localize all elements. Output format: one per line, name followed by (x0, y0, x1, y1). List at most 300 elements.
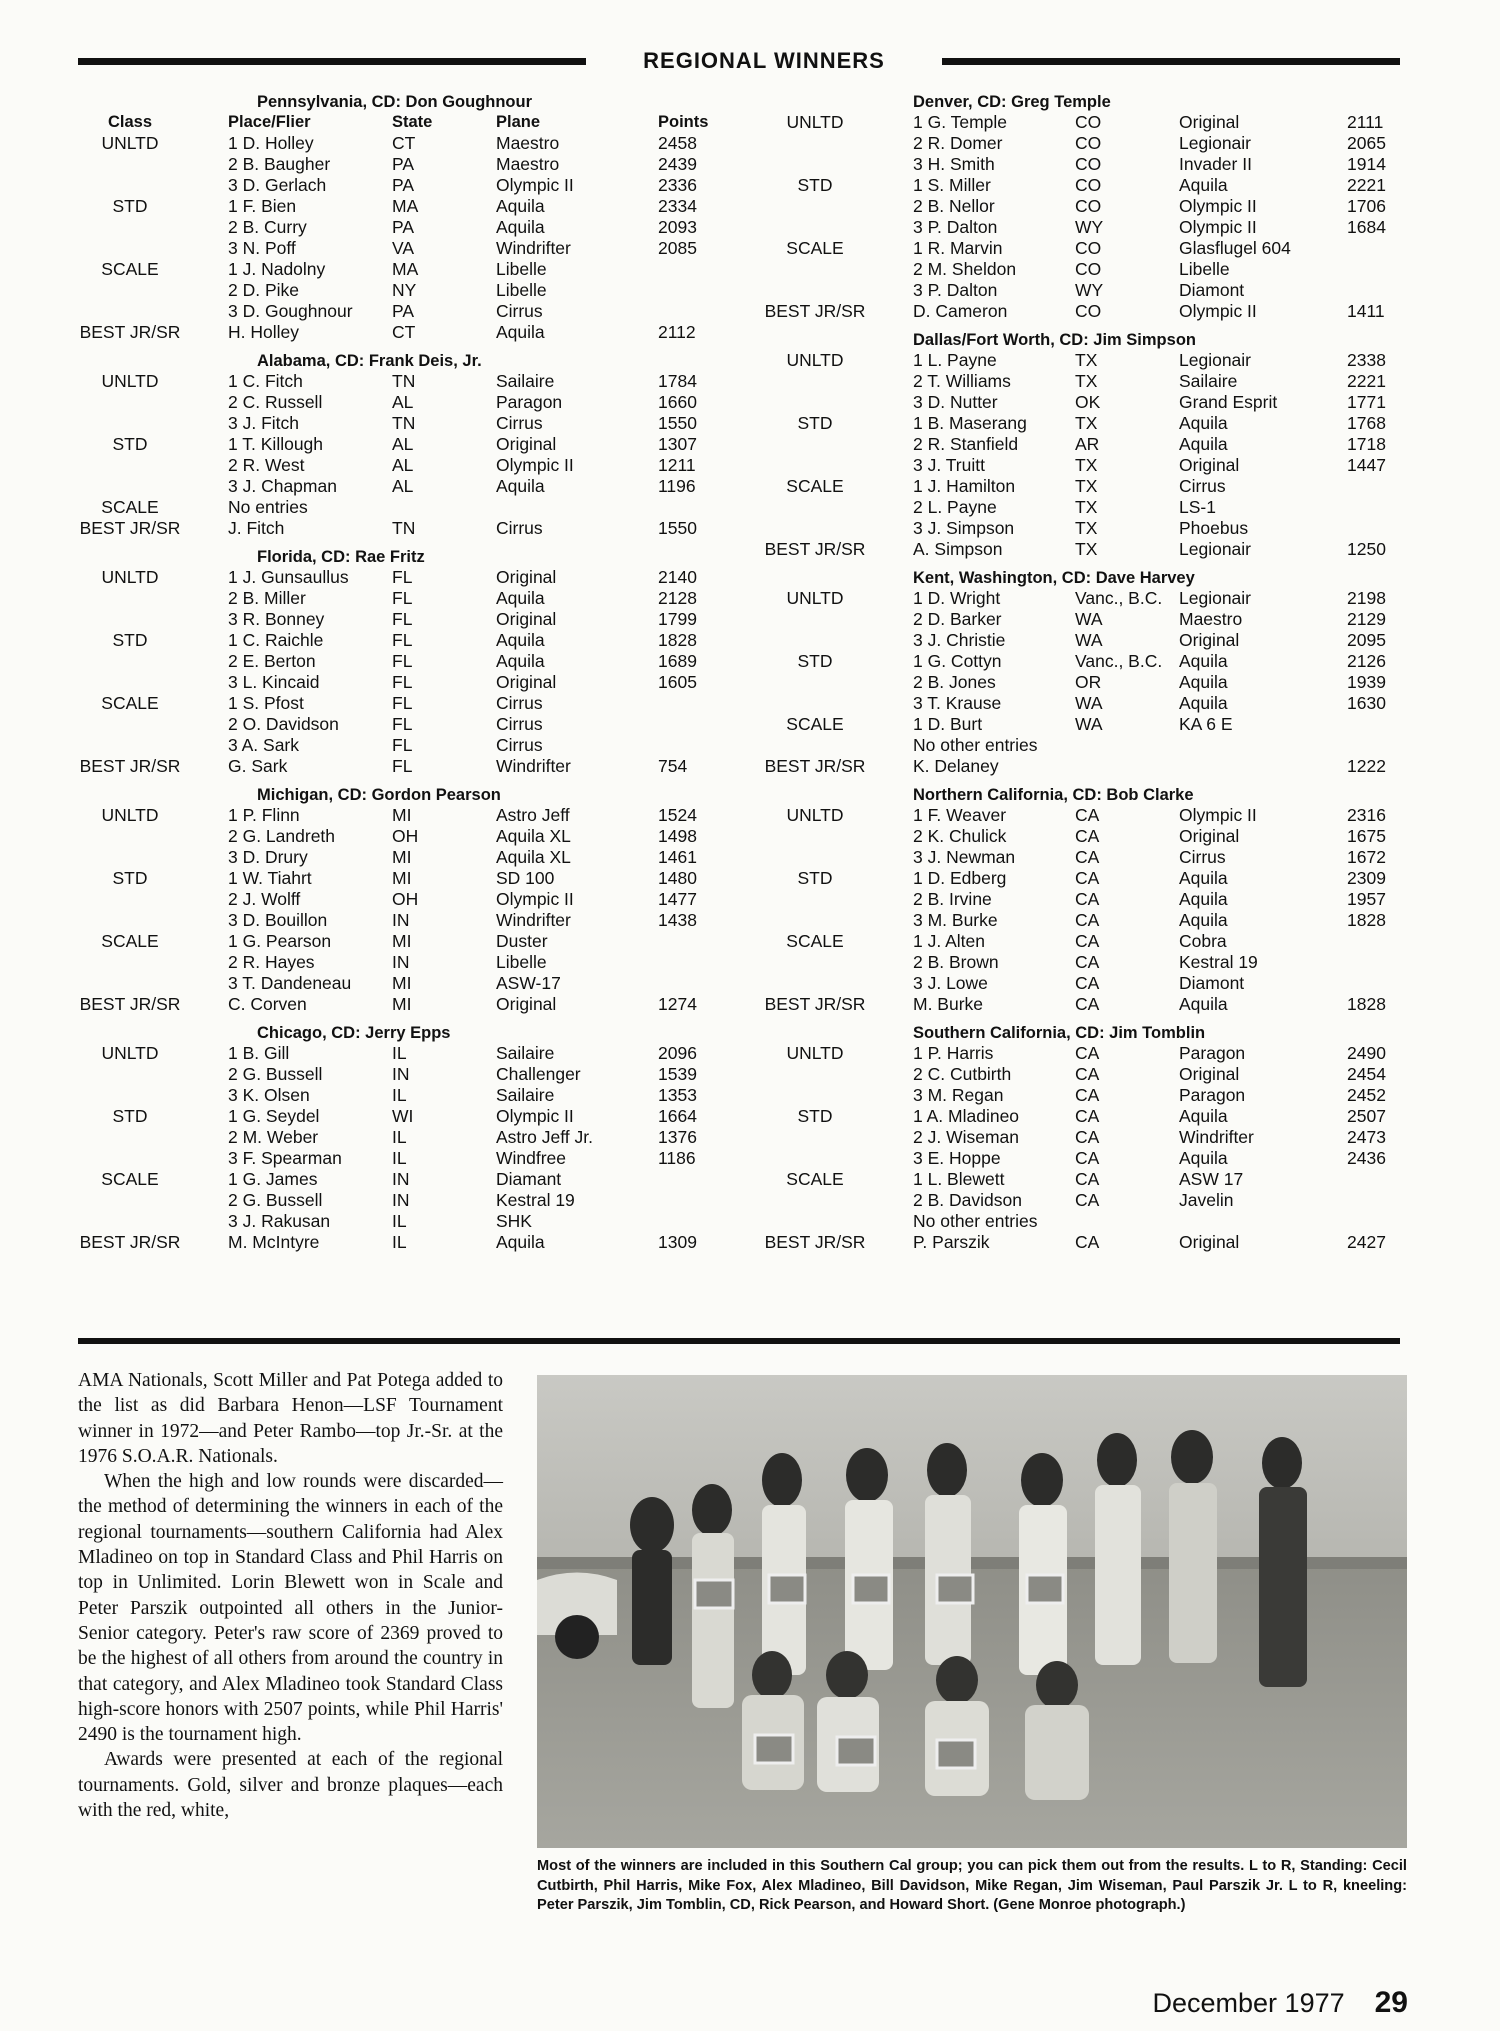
region-block (735, 785, 1400, 1015)
result-place: 2 C. Russell (228, 392, 323, 412)
result-place: 1 F. Weaver (913, 805, 1007, 825)
result-state: NY (392, 280, 417, 300)
result-row (60, 413, 720, 434)
result-class: STD (797, 175, 833, 195)
result-points: 1524 (658, 805, 697, 825)
result-points: 1480 (658, 868, 697, 888)
result-points: 1718 (1347, 434, 1386, 454)
result-row (735, 1064, 1400, 1085)
result-state: OR (1075, 672, 1102, 692)
result-row (735, 651, 1400, 672)
result-state: MI (392, 805, 412, 825)
result-points: 2126 (1347, 651, 1386, 671)
result-place: 1 S. Pfost (228, 693, 304, 713)
result-state: CA (1075, 1106, 1100, 1126)
result-place: 1 D. Wright (913, 588, 1001, 608)
result-points: 1309 (658, 1232, 697, 1252)
result-plane: Windrifter (496, 238, 571, 258)
header-rule-right (942, 58, 1400, 65)
result-class: SCALE (101, 693, 159, 713)
result-row (735, 350, 1400, 371)
result-row (735, 826, 1400, 847)
result-state: CA (1075, 1043, 1100, 1063)
result-plane: Aquila (1179, 651, 1228, 671)
result-row (60, 847, 720, 868)
result-state: CA (1075, 1064, 1100, 1084)
result-place: 2 C. Cutbirth (913, 1064, 1012, 1084)
result-plane: Cirrus (496, 413, 543, 433)
result-points: 1274 (658, 994, 697, 1014)
result-state: FL (392, 714, 413, 734)
result-points: 2128 (658, 588, 697, 608)
result-plane: Windrifter (496, 910, 571, 930)
result-plane: Aquila (496, 217, 545, 237)
result-place: 3 P. Dalton (913, 280, 998, 300)
result-class: BEST JR/SR (764, 539, 866, 559)
result-state: TX (1075, 539, 1098, 559)
result-state: FL (392, 609, 413, 629)
result-plane: Original (496, 672, 557, 692)
result-row (60, 371, 720, 392)
result-row (735, 1148, 1400, 1169)
result-points: 1447 (1347, 455, 1386, 475)
result-row (735, 1127, 1400, 1148)
result-plane: Original (1179, 1064, 1240, 1084)
result-plane: Aquila (496, 1232, 545, 1252)
result-place: 3 J. Simpson (913, 518, 1015, 538)
result-class: SCALE (101, 931, 159, 951)
result-plane: Sailaire (1179, 371, 1238, 391)
result-place: M. Burke (913, 994, 984, 1014)
result-place: 2 G. Bussell (228, 1064, 323, 1084)
result-place: 1 B. Maserang (913, 413, 1027, 433)
result-points: 2096 (658, 1043, 697, 1063)
result-place: No other entries (913, 1211, 1038, 1231)
result-plane: Cirrus (1179, 476, 1226, 496)
result-row (735, 973, 1400, 994)
result-plane: Grand Esprit (1179, 392, 1278, 412)
result-place: 2 J. Wiseman (913, 1127, 1019, 1147)
result-plane: Aquila (1179, 1148, 1228, 1168)
result-plane: Legionair (1179, 539, 1251, 559)
result-points: 1461 (658, 847, 697, 867)
result-points: 1196 (658, 476, 696, 496)
result-row (60, 392, 720, 413)
result-state: IN (392, 1064, 410, 1084)
result-points: 1706 (1347, 196, 1386, 216)
result-row (735, 630, 1400, 651)
result-state: CO (1075, 259, 1102, 279)
result-state: FL (392, 567, 413, 587)
result-row (60, 518, 720, 539)
result-place: 2 M. Weber (228, 1127, 319, 1147)
result-row (60, 301, 720, 322)
result-points: 1477 (658, 889, 697, 909)
result-points: 1689 (658, 651, 697, 671)
result-state: TX (1075, 518, 1098, 538)
result-points: 1211 (658, 455, 696, 475)
result-state: IN (392, 1190, 410, 1210)
result-plane: Sailaire (496, 1043, 555, 1063)
column-header-points: Points (658, 113, 709, 131)
result-place: 2 B. Baugher (228, 154, 331, 174)
result-plane: Legionair (1179, 588, 1251, 608)
result-class: BEST JR/SR (79, 994, 181, 1014)
result-class: BEST JR/SR (764, 1232, 866, 1252)
result-place: 3 D. Goughnour (228, 301, 353, 321)
result-row (735, 588, 1400, 609)
result-place: 2 L. Payne (913, 497, 997, 517)
article-paragraph: Awards were presented at each of the regional tournaments. Gold, silver and bronze plaques—each with the red, white, (78, 1749, 503, 1822)
result-plane: Windrifter (496, 756, 571, 776)
result-plane: SD 100 (496, 868, 555, 888)
result-points: 1498 (658, 826, 697, 846)
result-plane: Original (1179, 826, 1240, 846)
result-row (735, 1043, 1400, 1064)
result-state: CA (1075, 931, 1100, 951)
result-points: 1550 (658, 413, 697, 433)
result-class: BEST JR/SR (79, 756, 181, 776)
result-place: 1 D. Edberg (913, 868, 1007, 888)
result-points: 1630 (1347, 693, 1386, 713)
result-place: 3 M. Burke (913, 910, 998, 930)
result-plane: Invader II (1179, 154, 1252, 174)
result-state: CO (1075, 154, 1102, 174)
result-plane: Aquila (496, 630, 545, 650)
result-points: 1672 (1347, 847, 1386, 867)
result-state: IL (392, 1211, 407, 1231)
result-state: MI (392, 931, 412, 951)
result-row (735, 756, 1400, 777)
region-block (60, 351, 720, 539)
result-row (735, 994, 1400, 1015)
result-points: 2309 (1347, 868, 1386, 888)
result-state: FL (392, 756, 413, 776)
result-plane: Olympic II (1179, 805, 1257, 825)
result-plane: Windrifter (1179, 1127, 1254, 1147)
result-plane: Aquila (496, 476, 545, 496)
result-place: 1 B. Gill (228, 1043, 290, 1063)
result-row (60, 994, 720, 1015)
result-state: CT (392, 322, 416, 342)
result-place: No other entries (913, 735, 1038, 755)
region-heading: Pennsylvania, CD: Don Goughnour (257, 93, 533, 111)
result-row (735, 847, 1400, 868)
result-points: 2454 (1347, 1064, 1386, 1084)
page-number: 29 (1374, 1986, 1408, 2019)
result-place: 3 J. Fitch (228, 413, 299, 433)
result-points: 1828 (1347, 910, 1386, 930)
result-state: MI (392, 973, 412, 993)
result-place: 2 B. Miller (228, 588, 306, 608)
result-plane: Original (1179, 455, 1240, 475)
result-row (735, 693, 1400, 714)
result-state: IN (392, 1169, 410, 1189)
region-heading: Southern California, CD: Jim Tomblin (913, 1024, 1206, 1042)
result-plane: Aquila (1179, 868, 1228, 888)
result-plane: Paragon (1179, 1085, 1246, 1105)
result-state: MA (392, 259, 419, 279)
result-row (735, 1190, 1400, 1211)
result-row (60, 714, 720, 735)
result-place: G. Sark (228, 756, 288, 776)
result-points: 2093 (658, 217, 697, 237)
result-row (60, 609, 720, 630)
result-place: 1 P. Harris (913, 1043, 994, 1063)
result-place: 1 J. Gunsaullus (228, 567, 349, 587)
result-points: 1307 (658, 434, 697, 454)
result-state: AL (392, 455, 414, 475)
result-points: 1784 (658, 371, 697, 391)
result-row (735, 1085, 1400, 1106)
result-row (735, 1106, 1400, 1127)
result-state: CA (1075, 1190, 1100, 1210)
result-place: 1 J. Alten (913, 931, 985, 951)
result-plane: Aquila (496, 588, 545, 608)
result-state: CA (1075, 1232, 1100, 1252)
result-row (60, 1106, 720, 1127)
result-place: 3 P. Dalton (913, 217, 998, 237)
result-class: UNLTD (786, 588, 844, 608)
result-row (735, 1211, 1400, 1232)
result-place: 1 D. Burt (913, 714, 983, 734)
result-row (60, 154, 720, 175)
result-row (735, 672, 1400, 693)
result-place: 3 J. Newman (913, 847, 1016, 867)
result-class: UNLTD (786, 805, 844, 825)
result-plane: Glasflugel 604 (1179, 238, 1291, 258)
result-class: BEST JR/SR (79, 518, 181, 538)
result-row (735, 112, 1400, 133)
result-state: PA (392, 301, 415, 321)
result-plane: Libelle (496, 952, 547, 972)
result-points: 2316 (1347, 805, 1386, 825)
result-row (60, 434, 720, 455)
result-place: 1 W. Tiahrt (228, 868, 312, 888)
result-place: 3 J. Rakusan (228, 1211, 331, 1231)
result-place: H. Holley (228, 322, 299, 342)
result-state: AL (392, 434, 414, 454)
result-row (60, 931, 720, 952)
group-photo-illustration (537, 1375, 1407, 1848)
result-row (60, 175, 720, 196)
region-heading: Dallas/Fort Worth, CD: Jim Simpson (913, 331, 1196, 349)
result-row (735, 476, 1400, 497)
result-place: 1 G. Temple (913, 112, 1008, 132)
result-place: A. Simpson (913, 539, 1003, 559)
result-plane: LS-1 (1179, 497, 1216, 517)
result-place: 1 S. Miller (913, 175, 991, 195)
result-place: 3 T. Krause (913, 693, 1002, 713)
result-place: 3 H. Smith (913, 154, 995, 174)
result-place: 1 R. Marvin (913, 238, 1003, 258)
result-points: 1914 (1347, 154, 1386, 174)
issue-date: December 1977 (1152, 1988, 1345, 2018)
result-place: 1 G. James (228, 1169, 318, 1189)
result-class: STD (112, 1106, 148, 1126)
result-points: 1438 (658, 910, 697, 930)
region-block (60, 785, 720, 1015)
result-place: 3 J. Lowe (913, 973, 988, 993)
region-heading: Kent, Washington, CD: Dave Harvey (913, 569, 1195, 587)
result-place: 2 R. Domer (913, 133, 1003, 153)
result-class: STD (797, 868, 833, 888)
result-state: TX (1075, 350, 1098, 370)
result-state: FL (392, 651, 413, 671)
result-place: 2 T. Williams (913, 371, 1011, 391)
result-row (60, 756, 720, 777)
result-class: UNLTD (101, 371, 159, 391)
result-points: 1828 (1347, 994, 1386, 1014)
result-place: J. Fitch (228, 518, 285, 538)
result-plane: Olympic II (1179, 196, 1257, 216)
result-row (735, 301, 1400, 322)
result-plane: Aquila (1179, 889, 1228, 909)
result-row (60, 280, 720, 301)
result-place: 3 J. Chapman (228, 476, 337, 496)
result-plane: Original (1179, 112, 1240, 132)
result-points: 1222 (1347, 756, 1386, 776)
result-state: OH (392, 826, 419, 846)
result-place: 3 M. Regan (913, 1085, 1004, 1105)
result-row (735, 196, 1400, 217)
article-paragraph: AMA Nationals, Scott Miller and Pat Potega added to the list as did Barbara Henon—LSF Tournament winner in 1972—and Peter Rambo—top Jr.-Sr. at the 1976 S.O.A.R. Nationals. (78, 1370, 503, 1467)
result-state: IL (392, 1085, 407, 1105)
result-state: IL (392, 1232, 407, 1252)
result-state: MI (392, 994, 412, 1014)
result-class: UNLTD (786, 112, 844, 132)
results-bottom-rule (78, 1338, 1400, 1344)
result-class: SCALE (786, 238, 844, 258)
result-row (735, 133, 1400, 154)
result-row (60, 672, 720, 693)
result-state: IN (392, 952, 410, 972)
result-place: 1 G. Pearson (228, 931, 332, 951)
result-place: 1 C. Fitch (228, 371, 303, 391)
results-column-right (735, 92, 1400, 1261)
result-class: STD (112, 630, 148, 650)
result-plane: Original (496, 567, 557, 587)
result-row (60, 973, 720, 994)
result-points: 2140 (658, 567, 697, 587)
result-state: CA (1075, 868, 1100, 888)
result-state: WY (1075, 280, 1104, 300)
result-points: 754 (658, 756, 688, 776)
result-place: P. Parszik (913, 1232, 990, 1252)
result-state: MI (392, 847, 412, 867)
result-state: FL (392, 693, 413, 713)
result-state: CA (1075, 1148, 1100, 1168)
result-row (735, 1232, 1400, 1253)
result-points: 2095 (1347, 630, 1386, 650)
result-place: 1 T. Killough (228, 434, 324, 454)
header-rule-left (78, 58, 586, 65)
results-column-left (60, 92, 720, 1261)
result-place: 3 D. Nutter (913, 392, 998, 412)
result-state: CA (1075, 847, 1100, 867)
result-plane: Cirrus (1179, 847, 1226, 867)
result-row (735, 805, 1400, 826)
result-points: 1550 (658, 518, 697, 538)
result-points: 2336 (658, 175, 697, 195)
result-class: UNLTD (786, 1043, 844, 1063)
result-plane: Original (496, 609, 557, 629)
result-plane: Cirrus (496, 693, 543, 713)
result-row (60, 476, 720, 497)
result-state: OK (1075, 392, 1101, 412)
result-plane: Maestro (496, 133, 560, 153)
result-state: Vanc., B.C. (1075, 651, 1163, 671)
result-place: 2 B. Brown (913, 952, 999, 972)
result-place: 3 T. Dandeneau (228, 973, 352, 993)
result-plane: Aquila (1179, 693, 1228, 713)
article-paragraph: When the high and low rounds were discarded—the method of determining the winners in each of the regional tournaments—southern California had Alex Mladineo on top in Standard Class and Phil Harris on top in Unlimited. Lorin Blewett won in Scale and Peter Parszik outpointed all others in the Junior-Senior category. Peter's raw score of 2369 proved to be the highest of all others from around the country in that category, and Alex Mladineo took Standard Class high-score honors with 2507 points, while Phil Harris' 2490 is the tournament high. (78, 1471, 503, 1746)
result-row (735, 434, 1400, 455)
result-row (735, 175, 1400, 196)
result-state: CA (1075, 994, 1100, 1014)
result-points: 1250 (1347, 539, 1386, 559)
page-footer (1153, 1986, 1409, 2020)
result-row (735, 455, 1400, 476)
result-plane: Aquila (1179, 910, 1228, 930)
result-points: 2111 (1347, 112, 1384, 132)
result-class: STD (797, 1106, 833, 1126)
result-class: STD (112, 196, 148, 216)
result-place: 1 D. Holley (228, 133, 314, 153)
result-row (735, 931, 1400, 952)
result-plane: Aquila (1179, 413, 1228, 433)
result-place: 1 F. Bien (228, 196, 297, 216)
result-place: 3 N. Poff (228, 238, 296, 258)
result-state: FL (392, 672, 413, 692)
result-class: SCALE (786, 1169, 844, 1189)
result-row (735, 539, 1400, 560)
result-points: 2338 (1347, 350, 1386, 370)
result-row (60, 910, 720, 931)
photo-caption: Most of the winners are included in this Southern Cal group; you can pick them out from the results. L to R, Standing: Cecil Cutbirth, Phil Harris, Mike Fox, Alex Mladineo, Bill Davidson, Mike Regan, Jim Wiseman, Paul Parszik Jr. L to R, kneeling: Peter Parszik, Jim Tomblin, CD, Rick Pearson, and Howard Short. (Gene Monroe photograph.) (537, 1858, 1407, 1913)
result-class: SCALE (101, 497, 159, 517)
result-points: 2112 (658, 322, 696, 342)
result-class: UNLTD (786, 350, 844, 370)
result-state: VA (392, 238, 415, 258)
result-place: 1 L. Payne (913, 350, 997, 370)
result-place: 2 D. Barker (913, 609, 1002, 629)
result-place: 3 D. Drury (228, 847, 308, 867)
result-row (60, 805, 720, 826)
result-row (60, 497, 720, 518)
result-place: 2 J. Wolff (228, 889, 301, 909)
result-row (60, 196, 720, 217)
result-place: 2 B. Nellor (913, 196, 995, 216)
result-plane: Original (1179, 630, 1240, 650)
result-row (735, 714, 1400, 735)
result-plane: Aquila (496, 196, 545, 216)
result-row (60, 1085, 720, 1106)
result-points: 2334 (658, 196, 697, 216)
result-place: 2 O. Davidson (228, 714, 339, 734)
result-state: TX (1075, 497, 1098, 517)
result-plane: Olympic II (496, 175, 574, 195)
result-row (735, 413, 1400, 434)
result-state: WI (392, 1106, 414, 1126)
region-block (735, 92, 1400, 322)
result-plane: Aquila (1179, 1106, 1228, 1126)
result-plane: Aquila (496, 651, 545, 671)
result-class: BEST JR/SR (79, 1232, 181, 1252)
result-state: TN (392, 518, 416, 538)
result-points: 2473 (1347, 1127, 1386, 1147)
result-plane: Cirrus (496, 301, 543, 321)
